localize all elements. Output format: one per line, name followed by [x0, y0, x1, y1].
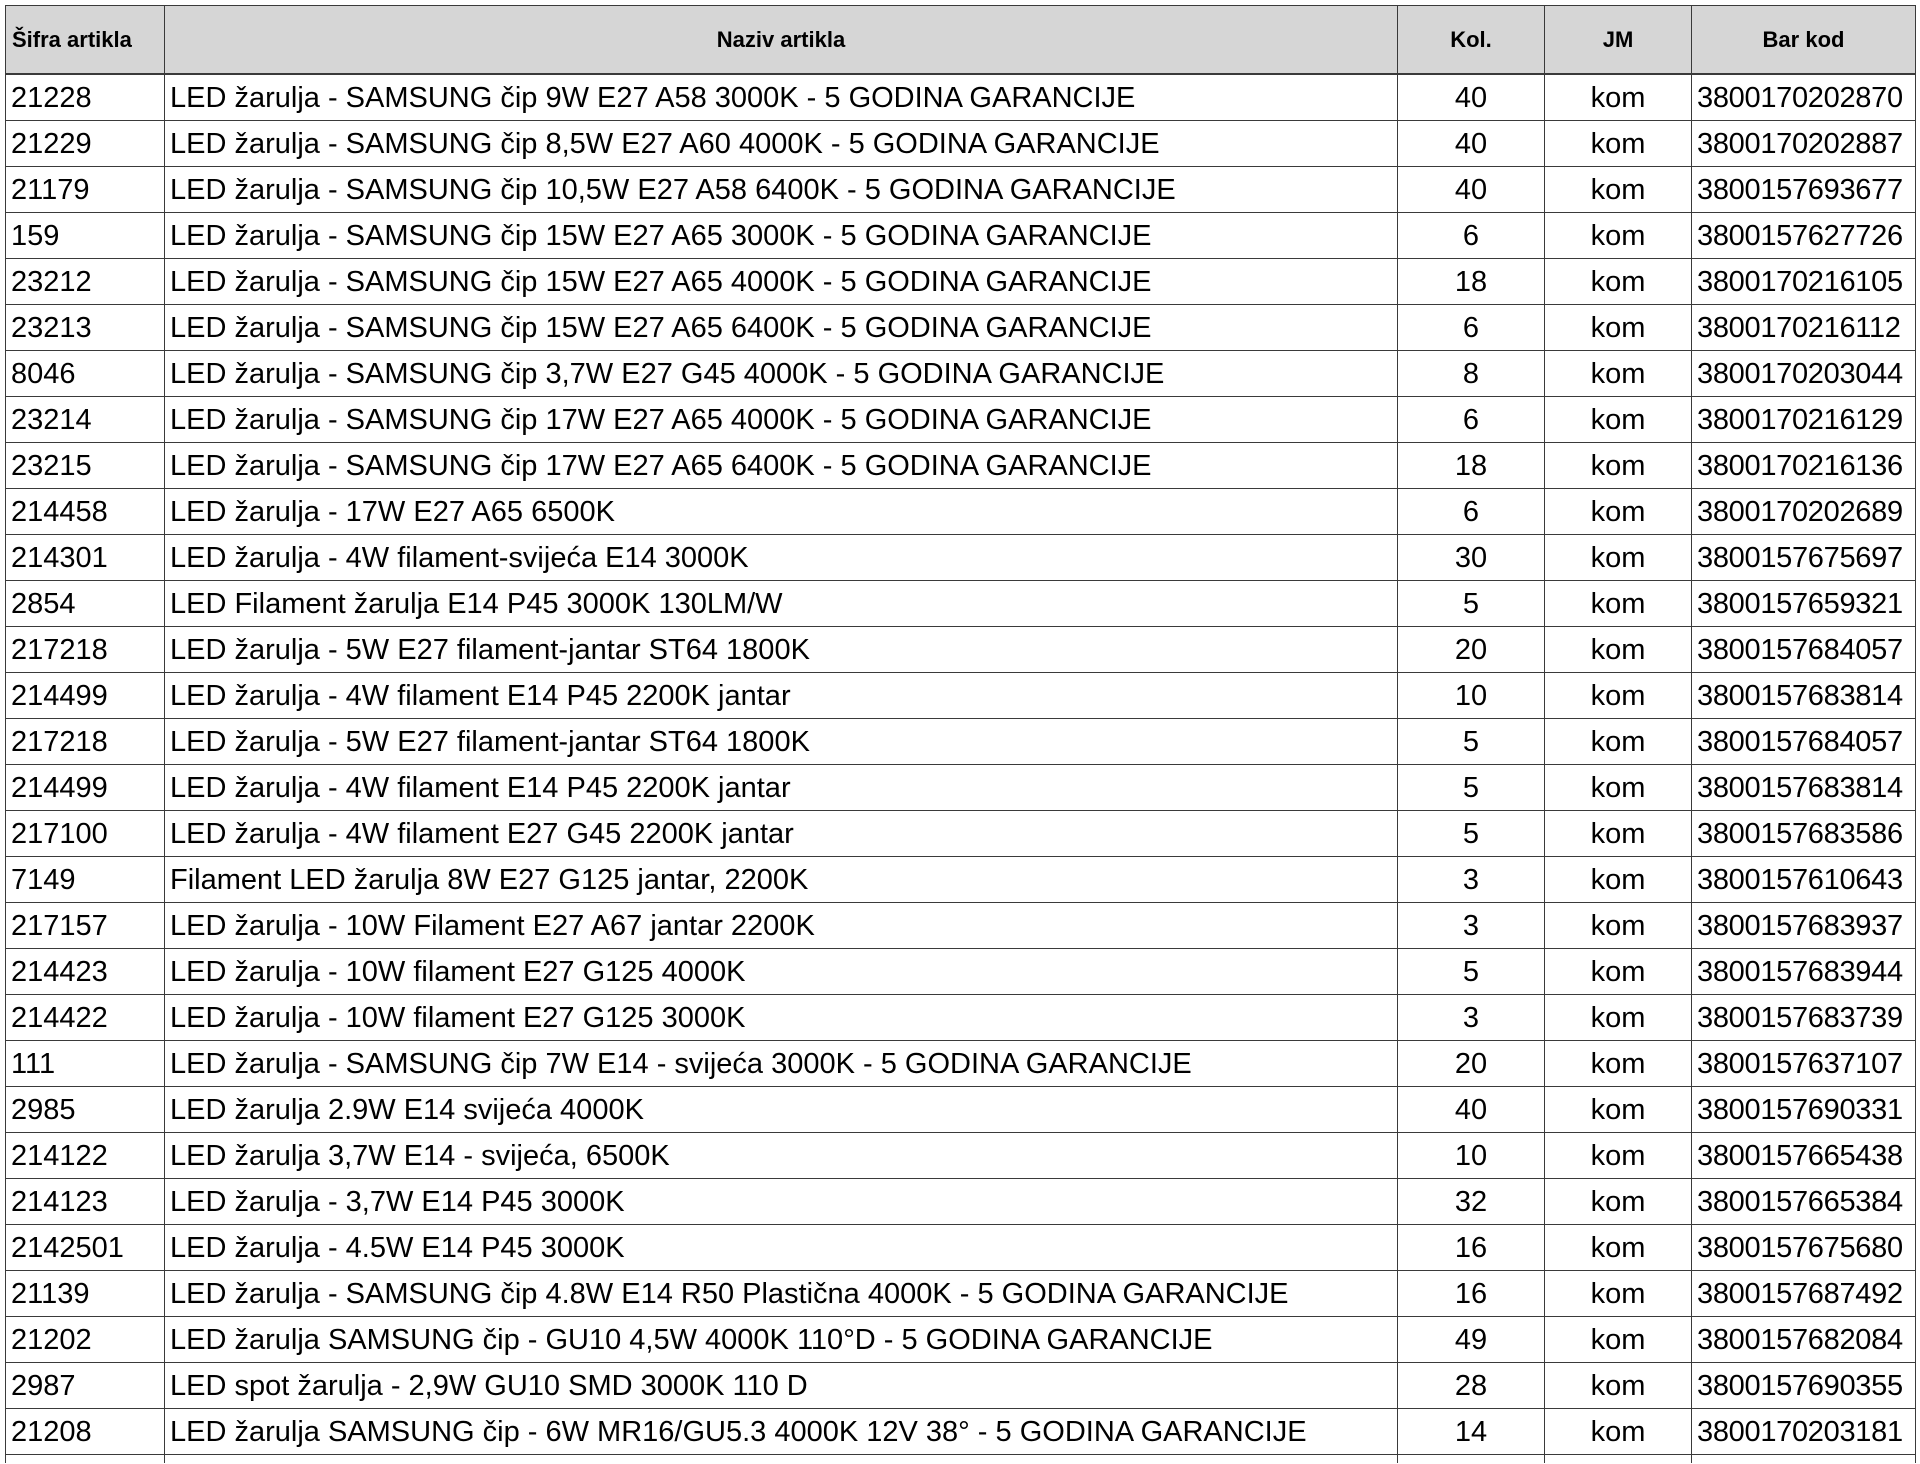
cell-quantity: 40	[1398, 167, 1545, 213]
cell-quantity: 6	[1398, 305, 1545, 351]
table-row	[6, 811, 1916, 857]
cell-barcode: 3800157683814	[1692, 765, 1916, 811]
cell-article-name: LED žarulja - SAMSUNG čip 4.8W E14 R50 Plastična 4000K - 5 GODINA GARANCIJE	[165, 1271, 1398, 1317]
cell-quantity: 5	[1398, 719, 1545, 765]
cell-article-name: LED žarulja - 4W filament E14 P45 2200K jantar	[165, 673, 1398, 719]
table-row	[6, 581, 1916, 627]
cell-unit: kom	[1545, 719, 1692, 765]
table-row	[6, 1271, 1916, 1317]
cell-quantity: 6	[1398, 397, 1545, 443]
cell-quantity: 14	[1398, 1409, 1545, 1455]
table-row	[6, 535, 1916, 581]
cell-article-name: LED žarulja - SAMSUNG čip 8,5W E27 A60 4000K - 5 GODINA GARANCIJE	[165, 121, 1398, 167]
cell-article-name: LED žarulja 3,7W E14 - svijeća, 6500K	[165, 1133, 1398, 1179]
cell-unit: kom	[1545, 259, 1692, 305]
cell-article-name: LED žarulja - 4W filament-svijeća E14 3000K	[165, 535, 1398, 581]
cell-quantity: 3	[1398, 995, 1545, 1041]
cell-barcode: 3800157687492	[1692, 1271, 1916, 1317]
cell-barcode: 3800157665384	[1692, 1179, 1916, 1225]
table-row	[6, 1317, 1916, 1363]
cell-unit: kom	[1545, 949, 1692, 995]
table-row	[6, 857, 1916, 903]
table-row	[6, 765, 1916, 811]
table-row	[6, 489, 1916, 535]
empty-cell	[1398, 1455, 1545, 1464]
cell-quantity: 3	[1398, 857, 1545, 903]
cell-quantity: 10	[1398, 673, 1545, 719]
cell-unit: kom	[1545, 305, 1692, 351]
cell-quantity: 10	[1398, 1133, 1545, 1179]
cell-quantity: 18	[1398, 259, 1545, 305]
table-row	[6, 74, 1916, 121]
cell-article-code: 21229	[6, 121, 165, 167]
cell-barcode: 3800170203044	[1692, 351, 1916, 397]
cell-unit: kom	[1545, 351, 1692, 397]
empty-cell	[6, 1455, 165, 1464]
cell-article-code: 23214	[6, 397, 165, 443]
cell-barcode: 3800157684057	[1692, 627, 1916, 673]
column-header-barcode: Bar kod	[1692, 6, 1916, 75]
cell-article-name: LED žarulja - 5W E27 filament-jantar ST64 1800K	[165, 719, 1398, 765]
cell-unit: kom	[1545, 1409, 1692, 1455]
cell-quantity: 5	[1398, 811, 1545, 857]
cell-article-name: LED žarulja - SAMSUNG čip 10,5W E27 A58 6400K - 5 GODINA GARANCIJE	[165, 167, 1398, 213]
cell-unit: kom	[1545, 535, 1692, 581]
cell-barcode: 3800157665438	[1692, 1133, 1916, 1179]
cell-article-code: 2985	[6, 1087, 165, 1133]
cell-barcode: 3800157683586	[1692, 811, 1916, 857]
cell-unit: kom	[1545, 903, 1692, 949]
header-row	[6, 6, 1916, 75]
cell-article-code: 214301	[6, 535, 165, 581]
cell-quantity: 49	[1398, 1317, 1545, 1363]
table-row	[6, 213, 1916, 259]
cell-barcode: 3800157675697	[1692, 535, 1916, 581]
cell-unit: kom	[1545, 74, 1692, 121]
cell-barcode: 3800170203181	[1692, 1409, 1916, 1455]
cell-article-code: 217100	[6, 811, 165, 857]
cell-article-code: 21228	[6, 74, 165, 121]
empty-cell	[1545, 1455, 1692, 1464]
table-row	[6, 1225, 1916, 1271]
cell-article-code: 21179	[6, 167, 165, 213]
cell-article-name: LED žarulja - 3,7W E14 P45 3000K	[165, 1179, 1398, 1225]
cell-quantity: 20	[1398, 627, 1545, 673]
cell-article-code: 217218	[6, 719, 165, 765]
cell-article-name: Filament LED žarulja 8W E27 G125 jantar, 2200K	[165, 857, 1398, 903]
cell-article-name: LED žarulja 2.9W E14 svijeća 4000K	[165, 1087, 1398, 1133]
cell-article-name: LED žarulja - SAMSUNG čip 7W E14 - svijeća 3000K - 5 GODINA GARANCIJE	[165, 1041, 1398, 1087]
column-header-qty: Kol.	[1398, 6, 1545, 75]
table-row	[6, 1041, 1916, 1087]
cell-unit: kom	[1545, 811, 1692, 857]
table-row	[6, 351, 1916, 397]
cell-quantity: 5	[1398, 765, 1545, 811]
table-row	[6, 673, 1916, 719]
column-header-name: Naziv artikla	[165, 6, 1398, 75]
cell-barcode: 3800170216105	[1692, 259, 1916, 305]
cell-article-name: LED spot žarulja - 2,9W GU10 SMD 3000K 110 D	[165, 1363, 1398, 1409]
cell-unit: kom	[1545, 1317, 1692, 1363]
cell-quantity: 16	[1398, 1225, 1545, 1271]
article-table	[5, 5, 1916, 1463]
cell-unit: kom	[1545, 627, 1692, 673]
table-row	[6, 167, 1916, 213]
table-header	[6, 6, 1916, 75]
cell-article-name: LED žarulja - SAMSUNG čip 3,7W E27 G45 4000K - 5 GODINA GARANCIJE	[165, 351, 1398, 397]
table-row	[6, 1133, 1916, 1179]
table-row	[6, 305, 1916, 351]
cell-article-code: 214458	[6, 489, 165, 535]
cell-article-code: 21202	[6, 1317, 165, 1363]
cell-barcode: 3800157627726	[1692, 213, 1916, 259]
cell-barcode: 3800157683739	[1692, 995, 1916, 1041]
cell-quantity: 30	[1398, 535, 1545, 581]
cell-quantity: 20	[1398, 1041, 1545, 1087]
cell-quantity: 8	[1398, 351, 1545, 397]
cell-quantity: 40	[1398, 74, 1545, 121]
cell-article-name: LED žarulja - 4W filament E14 P45 2200K jantar	[165, 765, 1398, 811]
cell-quantity: 18	[1398, 443, 1545, 489]
cell-barcode: 3800170216136	[1692, 443, 1916, 489]
cell-quantity: 6	[1398, 489, 1545, 535]
table-row	[6, 1179, 1916, 1225]
cell-article-code: 21208	[6, 1409, 165, 1455]
empty-cell	[165, 1455, 1398, 1464]
table-row	[6, 443, 1916, 489]
cell-quantity: 40	[1398, 1087, 1545, 1133]
cell-article-name: LED žarulja - SAMSUNG čip 17W E27 A65 6400K - 5 GODINA GARANCIJE	[165, 443, 1398, 489]
cell-article-code: 214499	[6, 765, 165, 811]
cell-article-code: 2854	[6, 581, 165, 627]
cell-unit: kom	[1545, 1133, 1692, 1179]
column-header-code: Šifra artikla	[6, 6, 165, 75]
cell-barcode: 3800157690355	[1692, 1363, 1916, 1409]
table-row	[6, 627, 1916, 673]
cell-article-code: 214499	[6, 673, 165, 719]
cell-article-code: 217218	[6, 627, 165, 673]
cell-article-name: LED žarulja - 4.5W E14 P45 3000K	[165, 1225, 1398, 1271]
cell-unit: kom	[1545, 1363, 1692, 1409]
table-body	[6, 74, 1916, 1463]
cell-barcode: 3800170216129	[1692, 397, 1916, 443]
cell-article-code: 214123	[6, 1179, 165, 1225]
table-row	[6, 1087, 1916, 1133]
cell-article-code: 8046	[6, 351, 165, 397]
cell-unit: kom	[1545, 1087, 1692, 1133]
cell-article-code: 214422	[6, 995, 165, 1041]
cell-article-code: 214423	[6, 949, 165, 995]
cell-barcode: 3800170202887	[1692, 121, 1916, 167]
cell-unit: kom	[1545, 673, 1692, 719]
cell-article-name: LED žarulja - 10W Filament E27 A67 jantar 2200K	[165, 903, 1398, 949]
cell-unit: kom	[1545, 995, 1692, 1041]
cell-unit: kom	[1545, 857, 1692, 903]
cell-article-code: 111	[6, 1041, 165, 1087]
cell-barcode: 3800157659321	[1692, 581, 1916, 627]
cell-barcode: 3800157683937	[1692, 903, 1916, 949]
cell-quantity: 5	[1398, 949, 1545, 995]
cell-barcode: 3800170216112	[1692, 305, 1916, 351]
cell-article-code: 21139	[6, 1271, 165, 1317]
cell-article-name: LED Filament žarulja E14 P45 3000K 130LM/W	[165, 581, 1398, 627]
cell-quantity: 32	[1398, 1179, 1545, 1225]
cell-article-code: 7149	[6, 857, 165, 903]
cell-article-name: LED žarulja SAMSUNG čip - 6W MR16/GU5.3 4000K 12V 38° - 5 GODINA GARANCIJE	[165, 1409, 1398, 1455]
cell-barcode: 3800157684057	[1692, 719, 1916, 765]
cell-barcode: 3800157675680	[1692, 1225, 1916, 1271]
cell-quantity: 16	[1398, 1271, 1545, 1317]
cell-barcode: 3800157683944	[1692, 949, 1916, 995]
table-row	[6, 1409, 1916, 1455]
cell-article-name: LED žarulja - 10W filament E27 G125 4000K	[165, 949, 1398, 995]
cell-article-code: 159	[6, 213, 165, 259]
cell-barcode: 3800157682084	[1692, 1317, 1916, 1363]
table-row	[6, 397, 1916, 443]
cell-unit: kom	[1545, 489, 1692, 535]
cell-article-code: 217157	[6, 903, 165, 949]
cell-barcode: 3800157693677	[1692, 167, 1916, 213]
column-header-uom: JM	[1545, 6, 1692, 75]
cell-barcode: 3800157637107	[1692, 1041, 1916, 1087]
cell-unit: kom	[1545, 1271, 1692, 1317]
table-row	[6, 1363, 1916, 1409]
cell-article-code: 2142501	[6, 1225, 165, 1271]
cell-article-name: LED žarulja - SAMSUNG čip 15W E27 A65 6400K - 5 GODINA GARANCIJE	[165, 305, 1398, 351]
cell-unit: kom	[1545, 443, 1692, 489]
cell-article-name: LED žarulja SAMSUNG čip - GU10 4,5W 4000K 110°D - 5 GODINA GARANCIJE	[165, 1317, 1398, 1363]
cell-barcode: 3800157690331	[1692, 1087, 1916, 1133]
cell-article-name: LED žarulja - 5W E27 filament-jantar ST64 1800K	[165, 627, 1398, 673]
cell-unit: kom	[1545, 581, 1692, 627]
cell-barcode: 3800157610643	[1692, 857, 1916, 903]
table-row	[6, 259, 1916, 305]
cell-article-name: LED žarulja - 4W filament E27 G45 2200K jantar	[165, 811, 1398, 857]
cell-unit: kom	[1545, 1041, 1692, 1087]
cell-article-code: 23215	[6, 443, 165, 489]
table-row	[6, 949, 1916, 995]
cell-quantity: 28	[1398, 1363, 1545, 1409]
cell-unit: kom	[1545, 397, 1692, 443]
cell-unit: kom	[1545, 1179, 1692, 1225]
cell-article-name: LED žarulja - 17W E27 A65 6500K	[165, 489, 1398, 535]
cell-article-code: 214122	[6, 1133, 165, 1179]
cell-unit: kom	[1545, 213, 1692, 259]
table-row-partial	[6, 1455, 1916, 1464]
cell-unit: kom	[1545, 167, 1692, 213]
cell-article-code: 2987	[6, 1363, 165, 1409]
cell-unit: kom	[1545, 1225, 1692, 1271]
cell-unit: kom	[1545, 765, 1692, 811]
cell-unit: kom	[1545, 121, 1692, 167]
cell-quantity: 3	[1398, 903, 1545, 949]
cell-article-name: LED žarulja - 10W filament E27 G125 3000K	[165, 995, 1398, 1041]
cell-quantity: 40	[1398, 121, 1545, 167]
cell-barcode: 3800157683814	[1692, 673, 1916, 719]
table-row	[6, 903, 1916, 949]
table-row	[6, 719, 1916, 765]
table-row	[6, 995, 1916, 1041]
cell-article-name: LED žarulja - SAMSUNG čip 15W E27 A65 3000K - 5 GODINA GARANCIJE	[165, 213, 1398, 259]
table-row	[6, 121, 1916, 167]
cell-article-name: LED žarulja - SAMSUNG čip 15W E27 A65 4000K - 5 GODINA GARANCIJE	[165, 259, 1398, 305]
cell-article-name: LED žarulja - SAMSUNG čip 17W E27 A65 4000K - 5 GODINA GARANCIJE	[165, 397, 1398, 443]
cell-quantity: 6	[1398, 213, 1545, 259]
cell-barcode: 3800170202870	[1692, 74, 1916, 121]
cell-barcode: 3800170202689	[1692, 489, 1916, 535]
empty-cell	[1692, 1455, 1916, 1464]
cell-quantity: 5	[1398, 581, 1545, 627]
cell-article-name: LED žarulja - SAMSUNG čip 9W E27 A58 3000K - 5 GODINA GARANCIJE	[165, 74, 1398, 121]
cell-article-code: 23212	[6, 259, 165, 305]
cell-article-code: 23213	[6, 305, 165, 351]
